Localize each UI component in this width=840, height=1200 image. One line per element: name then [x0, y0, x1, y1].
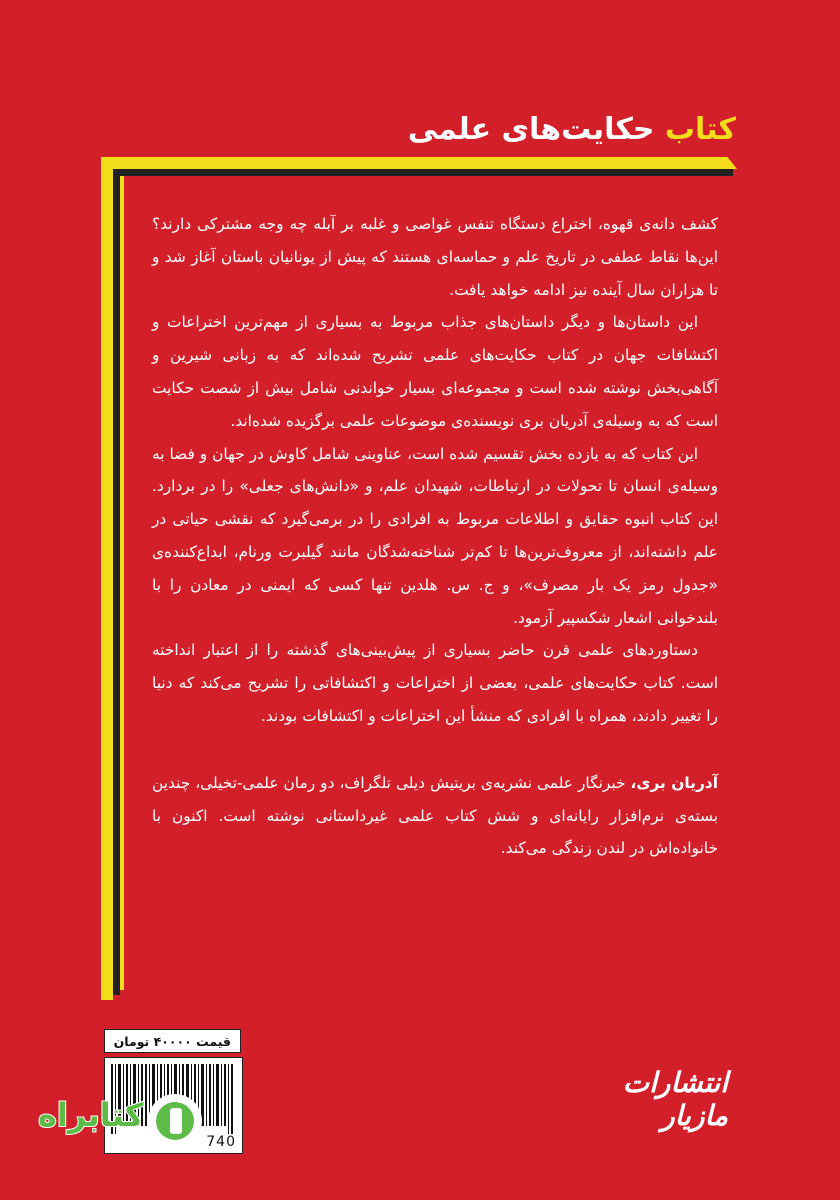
author-name: آدریان بری،: [630, 773, 718, 792]
frame-left-black: [113, 169, 120, 995]
paragraph-2: این داستان‌ها و دیگر داستان‌های جذاب مربوط به بسیاری از مهم‌ترین اختراعات و اکتشافات جهان در کتاب حکایت‌های علمی تشریح شده‌اند که به زبانی شیرین و آگاهی‌بخش نوشته شده است و مجموعه‌ای بسیار خواندنی شامل بیش از شصت حکایت است که به وسیله‌ی آدریان بری نویسنده‌ی موضوعات علمی برگزیده شده‌اند.: [152, 313, 718, 430]
publisher-name: انتشارات مازیار: [622, 1066, 728, 1132]
frame-top-black: [101, 169, 733, 176]
ketabrah-logo-text: کتابراه: [38, 1096, 144, 1134]
author-bio-text: خبرنگار علمی نشریه‌ی بریتیش دیلی تلگراف، دو رمان علمی-تخیلی، چندین بسته‌ی نرم‌افزار رایانه‌ای و شش کتاب علمی غیرداستانی نوشته است. اکنون با خانواده‌اش در لندن زندگی می‌کند.: [152, 773, 718, 858]
blurb-text: [152, 208, 718, 865]
price-label: قیمت ۴۰۰۰۰ تومان: [104, 1029, 241, 1053]
title-main: حکایت‌های علمی: [407, 112, 655, 147]
title-prefix: کتاب: [664, 112, 736, 147]
paragraph-3: این کتاب که به یازده بخش تقسیم شده است، عناوینی شامل کاوش در جهان و فضا به وسیله‌ی انسان تا تحولات در ارتباطات، شهیدان علم، و «دانش‌های جعلی» را در بردارد. این کتاب انبوه حقایق و اطلاعات مربوط به افرادی را در برمی‌گیرد که نقشی حیاتی در علم داشته‌اند، از معروف‌ترین‌ها تا کم‌تر شناخته‌شدگان مانند گیلبرت ورنام، ابداع‌کننده‌ی «جدول رمز یک بار مصرف»، و ج. س. هلدین تنها کسی که ایمنی در معادن را با بلندخوانی اشعار شکسپیر آزمود.: [152, 444, 718, 627]
frame-top-yellow: [101, 157, 737, 169]
barcode-number: 740: [206, 1134, 236, 1150]
paragraph-4: دستاوردهای علمی قرن حاضر بسیاری از پیش‌بینی‌های گذشته را از اعتبار انداخته است. کتاب حکایت‌های علمی، بعضی از اختراعات و اکتشافاتی را تشریح می‌کند که دنیا را تغییر دادند، همراه با افرادی که منشأ این اختراعات و اکتشافات بودند.: [152, 641, 718, 725]
author-bio: [152, 767, 718, 865]
frame-left-yellow-inner: [120, 176, 124, 990]
frame-left-yellow: [101, 157, 113, 1000]
book-badge-icon: [148, 1094, 202, 1148]
book-title: [408, 112, 736, 147]
paragraph-1: کشف دانه‌ی قهوه، اختراع دستگاه تنفس غواصی و غلبه بر آبله چه وجه مشترکی دارند؟ این‌ها نقاط عطفی در تاریخ علم و حماسه‌ای هستند که پیش از یونانیان باستان آغاز شد و تا هزاران سال آینده نیز ادامه خواهد یافت.: [152, 215, 718, 299]
ketabrah-logo: [38, 1090, 208, 1162]
